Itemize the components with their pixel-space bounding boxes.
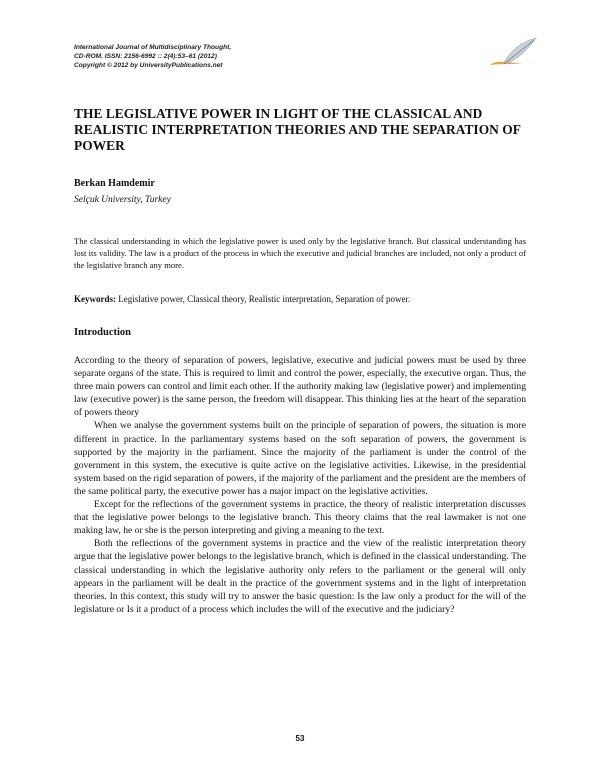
logo-feather [504, 38, 536, 63]
journal-header-line-3: Copyright © 2012 by UniversityPublications.net [74, 62, 223, 69]
journal-header-line-1: International Journal of Multidisciplinary Thought, [74, 44, 232, 51]
abstract: The classical understanding in which the legislative power is used only by the legislative branch. But classical understanding has lost its validity. The law is a product of the process in which the executive and judicial branches are included, not only a product of the legislative branch any more. [74, 236, 526, 271]
paragraph: Both the reflections of the government systems in practice and the view of the realistic interpretation theory argue that the legislative power belongs to the legislative branch, which is defined in the classical understanding. The classical understanding in which the legislative authority only refers to the parliament or the general will only appears in the parliament will be dealt in the practice of the government systems and in the light of interpretation theories. In this context, this study will try to answer the basic question: Is the law only a product for the will of the legislature or Is it a product of a process which includes the will of the executive and the judiciary? [74, 538, 526, 615]
quill-feather-icon [486, 36, 542, 72]
introduction-body [74, 354, 526, 616]
section-heading-introduction: Introduction [74, 327, 131, 338]
paragraph: When we analyse the government systems built on the principle of separation of powers, the situation is more different in practice. In the parliamentary systems based on the soft separation of powers, the government is supported by the majority in the parliament. Since the majority of the parliament is under the control of the government in this system, the executive is quite active on the legislative activities. Likewise, in the presidential system based on the rigid separation of powers, if the majority of the parliament and the president are the members of the same political party, the executive power has a major impact on the legislative activities. [74, 420, 526, 497]
logo-quill-shaft [504, 40, 534, 64]
author-name: Berkan Hamdemir [74, 178, 155, 189]
paragraph: Except for the reflections of the government systems in practice, the theory of realistic interpretation discusses that the legislative power belongs to the legislative branch. This theory claims that the real lawmaker is not one making law, he or she is the person interpreting and giving a meaning to the text. [74, 499, 526, 537]
journal-header [74, 43, 231, 70]
paragraph: According to the theory of separation of powers, legislative, executive and judicial powers must be used by three separate organs of the state. This is required to limit and control the power, especially, the executive organ. Thus, the three main powers can control and limit each other. If the authority making law (legislative power) and implementing law (executive power) is the same person, the freedom will disappear. This thinking lies at the heart of the separation of powers theory [74, 355, 526, 419]
paper-title: THE LEGISLATIVE POWER IN LIGHT OF THE CLASSICAL AND REALISTIC INTERPRETATION THEORIES AND THE SEPARATION OF POWER [74, 106, 521, 153]
author-affiliation: Selçuk University, Turkey [74, 195, 171, 205]
keywords-text: Legislative power, Classical theory, Realistic interpretation, Separation of power. [118, 294, 411, 304]
keywords-label: Keywords: [74, 294, 116, 304]
keywords [74, 294, 544, 304]
page-number: 53 [295, 734, 305, 743]
journal-header-line-2: CD-ROM. ISSN: 2156-6992 :: 2(4):53–61 (2012) [74, 53, 217, 60]
